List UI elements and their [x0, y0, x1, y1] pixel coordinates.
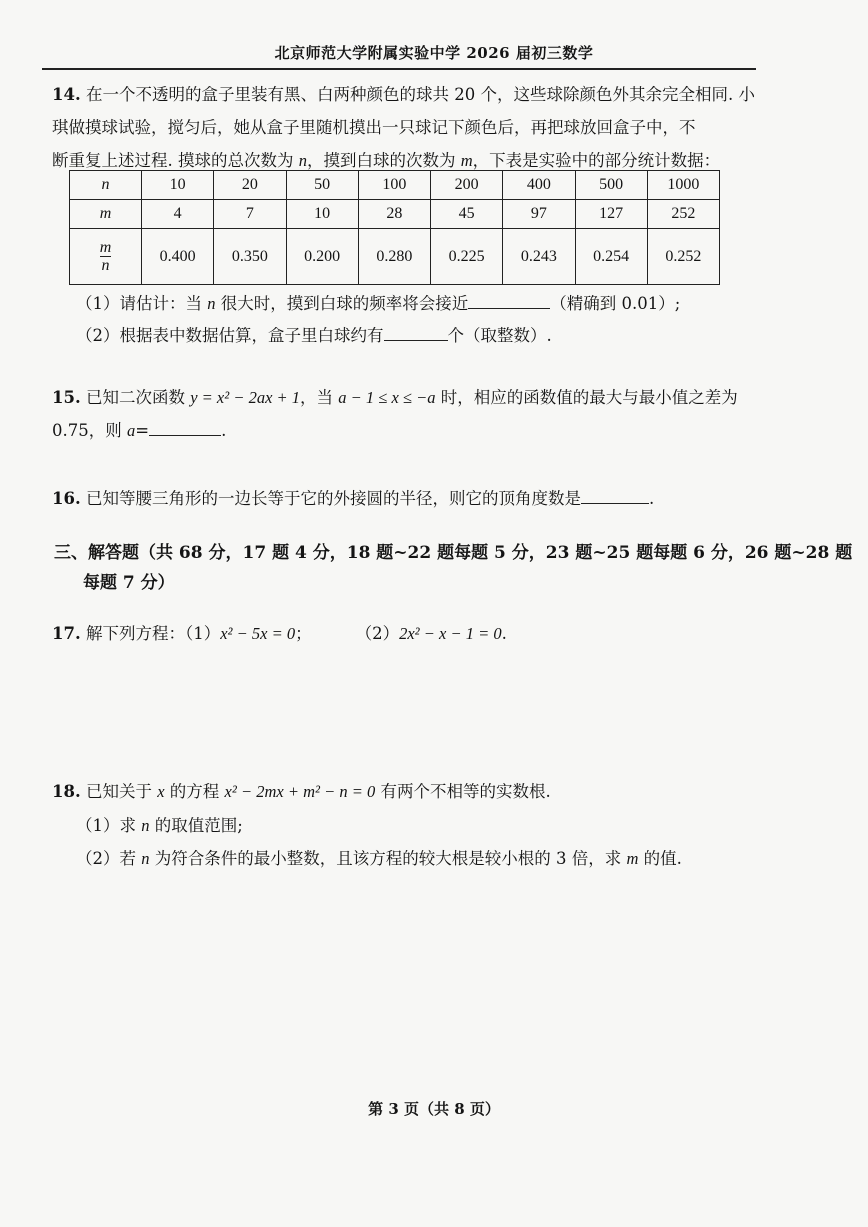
q15-number: 15.: [52, 388, 81, 407]
q14-sub1-text-b: 很大时，摸到白球的频率将会接近: [215, 294, 469, 313]
q16-line-1: [52, 482, 760, 515]
var-m: m: [460, 151, 473, 170]
exam-header: 北京师范大学附属实验中学 2026 届初三数学: [274, 44, 594, 62]
section-3-line-2: 每题 7 分）: [83, 573, 175, 593]
q17-number: 17.: [52, 624, 81, 643]
q18-sub1-text-a: （1）求: [76, 816, 142, 835]
q16-text: 已知等腰三角形的一边长等于它的外接圆的半径，则它的顶角度数是: [85, 489, 581, 508]
cell-m-1: 7: [214, 200, 286, 229]
q15-range: a − 1 ≤ x ≤ −a: [338, 388, 436, 407]
fraction-m-over-n: [100, 239, 112, 274]
table-row-n: [70, 171, 720, 200]
q14-text-1: 在一个不透明的盒子里装有黑、白两种颜色的球共 20 个，这些球除颜色外其余完全相同. 小: [85, 85, 755, 104]
question-17: [52, 617, 760, 650]
q16-number: 16.: [52, 489, 81, 508]
cell-freq-0: 0.400: [142, 229, 214, 285]
cell-n-6: 500: [575, 171, 647, 200]
cell-n-0: 10: [142, 171, 214, 200]
question-14: [52, 78, 760, 177]
q14-sub1-text-a: （1）请估计：当: [76, 294, 208, 313]
var-m: m: [626, 849, 639, 868]
q18-sub2-text-a: （2）若: [76, 849, 142, 868]
var-n: n: [141, 849, 150, 868]
row-header-m-over-n: [70, 229, 142, 285]
cell-m-2: 10: [286, 200, 358, 229]
q17-line-1: [52, 617, 760, 650]
q14-sub2-text-b: 个（取整数）.: [447, 326, 552, 345]
q15-text-d: 0.75，则: [52, 421, 127, 440]
q15-equals: =: [135, 421, 150, 440]
q14-line-1: [52, 78, 760, 111]
question-18: [52, 775, 760, 808]
var-n: n: [207, 294, 216, 313]
q17-text: 解下列方程：: [85, 624, 185, 643]
q15-line-2: [52, 414, 760, 447]
q18-sub-2: [76, 845, 682, 873]
cell-n-7: 1000: [647, 171, 719, 200]
q14-line-2: 琪做摸球试验，搅匀后，她从盒子里随机摸出一只球记下颜色后，再把球放回盒子中，不: [52, 118, 696, 137]
row-header-m: m: [70, 200, 142, 229]
q15-period: .: [221, 421, 227, 440]
q17-equation-2: 2x² − x − 1 = 0: [399, 624, 502, 643]
page-footer: 第 3 页（共 8 页）: [368, 1100, 500, 1118]
cell-n-1: 20: [214, 171, 286, 200]
question-16: [52, 482, 760, 515]
cell-freq-4: 0.225: [431, 229, 503, 285]
q18-text-b: 的方程: [164, 782, 225, 801]
cell-m-0: 4: [142, 200, 214, 229]
q14-sub2-text-a: （2）根据表中数据估算，盒子里白球约有: [76, 326, 384, 345]
cell-m-3: 28: [358, 200, 430, 229]
q18-line-1: [52, 775, 760, 808]
question-15: [52, 381, 760, 447]
q14-text-3b: ，摸到白球的次数为: [307, 151, 461, 170]
answer-blank-16[interactable]: [581, 485, 649, 504]
q14-sub-1: [76, 290, 680, 318]
header-divider: [42, 68, 756, 70]
q17-separator: ；: [295, 624, 312, 643]
section-3-heading: [54, 538, 853, 598]
q15-text-c: 时，相应的函数值的最大与最小值之差为: [435, 388, 738, 407]
answer-blank-14-1[interactable]: [468, 290, 550, 309]
q16-period: .: [648, 489, 655, 508]
q17-part-1-label: （1）: [184, 624, 221, 643]
row-header-n: n: [70, 171, 142, 200]
q18-text-a: 已知关于: [85, 782, 158, 801]
cell-n-4: 200: [431, 171, 503, 200]
q14-sub1-text-c: （精确到 0.01）;: [550, 294, 681, 313]
cell-freq-2: 0.200: [286, 229, 358, 285]
q18-sub-1: [76, 812, 243, 840]
cell-m-4: 45: [431, 200, 503, 229]
answer-blank-14-2[interactable]: [384, 322, 448, 341]
q18-sub2-text-b: 为符合条件的最小整数，且该方程的较大根是较小根的 3 倍，求: [149, 849, 627, 868]
q15-line-1: [52, 381, 760, 414]
table-row-m: [70, 200, 720, 229]
section-3-line-1: 三、解答题（共 68 分，17 题 4 分，18 题~22 题每题 5 分，23 题~25 题每题 6 分，26 题~28 题: [54, 543, 853, 563]
var-x: x: [157, 782, 165, 801]
statistics-table: [69, 170, 720, 285]
var-n: n: [298, 151, 307, 170]
cell-m-7: 252: [647, 200, 719, 229]
q15-equation: y = x² − 2ax + 1: [190, 388, 301, 407]
q14-text-3c: ，下表是实验中的部分统计数据：: [472, 151, 721, 170]
q15-text-a: 已知二次函数: [85, 388, 191, 407]
fraction-numerator: m: [99, 238, 112, 256]
q17-equation-1: x² − 5x = 0: [220, 624, 296, 643]
q17-part-2-label: （2）: [355, 624, 400, 643]
cell-freq-5: 0.243: [503, 229, 575, 285]
cell-n-2: 50: [286, 171, 358, 200]
cell-n-3: 100: [358, 171, 430, 200]
q18-sub1-text-b: 的取值范围;: [149, 816, 243, 835]
answer-blank-15[interactable]: [149, 417, 221, 436]
cell-freq-7: 0.252: [647, 229, 719, 285]
cell-m-6: 127: [575, 200, 647, 229]
cell-m-5: 97: [503, 200, 575, 229]
q17-period: .: [501, 624, 507, 643]
cell-n-5: 400: [503, 171, 575, 200]
fraction-denominator: n: [101, 256, 110, 274]
q18-number: 18.: [52, 782, 81, 801]
q15-text-b: ，当: [300, 388, 339, 407]
q14-sub-2: [76, 322, 552, 350]
var-n: n: [141, 816, 150, 835]
q14-text-3a: 断重复上述过程. 摸球的总次数为: [52, 151, 299, 170]
q18-sub2-text-c: 的值.: [638, 849, 682, 868]
q14-number: 14.: [52, 85, 81, 104]
cell-freq-6: 0.254: [575, 229, 647, 285]
var-a: a: [126, 421, 136, 440]
q18-equation: x² − 2mx + m² − n = 0: [224, 782, 376, 801]
cell-freq-3: 0.280: [358, 229, 430, 285]
table-row-frequency: [70, 229, 720, 285]
cell-freq-1: 0.350: [214, 229, 286, 285]
q18-text-c: 有两个不相等的实数根.: [375, 782, 551, 801]
